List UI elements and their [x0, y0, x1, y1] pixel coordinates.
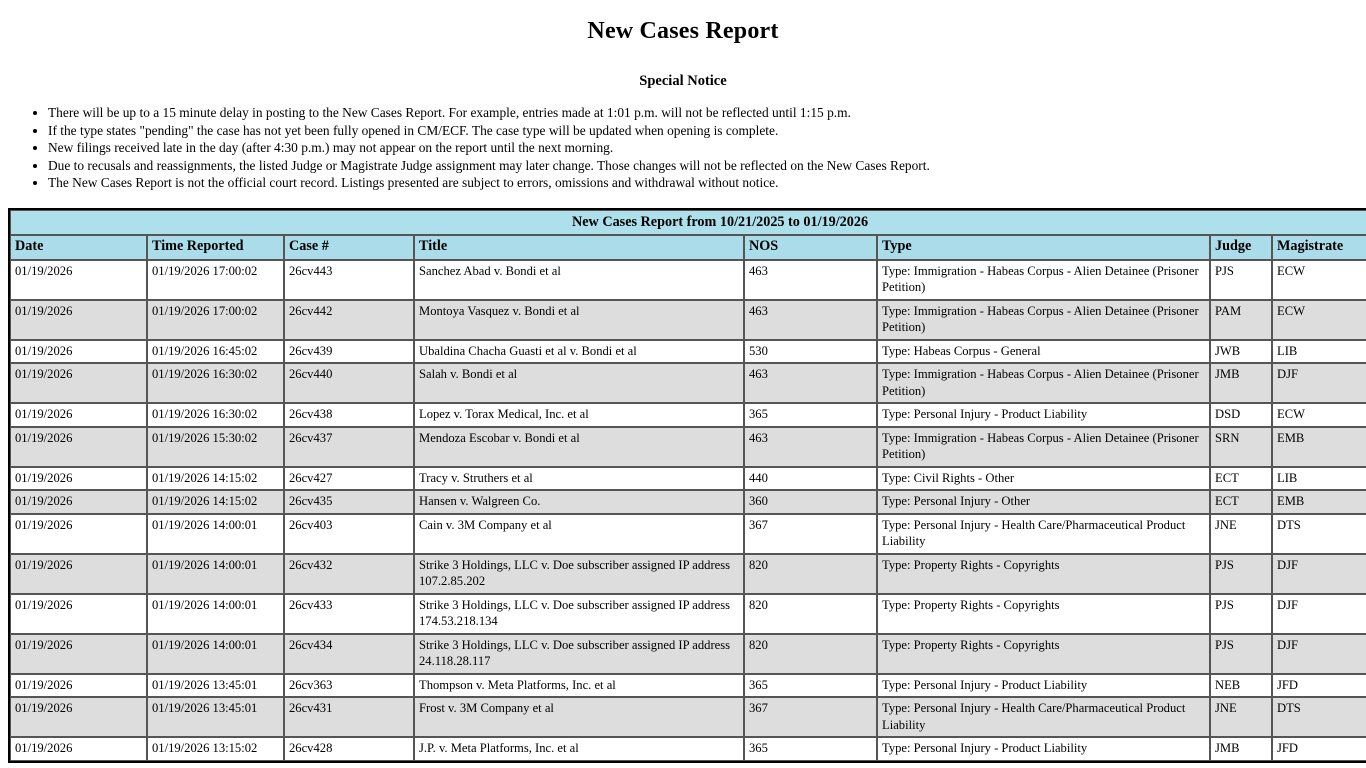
cell-time-reported: 01/19/2026 14:00:01 — [147, 514, 284, 554]
cell-title: Hansen v. Walgreen Co. — [414, 490, 744, 514]
table-caption-row — [10, 210, 1366, 236]
page-title: New Cases Report — [587, 18, 779, 44]
table-row — [10, 363, 1366, 403]
cell-time-reported: 01/19/2026 14:00:01 — [147, 594, 284, 634]
cell-time-reported: 01/19/2026 13:45:01 — [147, 674, 284, 698]
cell-magistrate: JFD — [1272, 674, 1366, 698]
cell-date: 01/19/2026 — [10, 300, 147, 340]
notice-item: • The New Cases Report is not the official court record. Listings presented are subject to errors, omissions and withdrawal without notice. — [48, 174, 1366, 192]
cell-judge: NEB — [1210, 674, 1272, 698]
cell-magistrate: LIB — [1272, 340, 1366, 364]
cell-title: Salah v. Bondi et al — [414, 363, 744, 403]
table-row — [10, 674, 1366, 698]
table-row — [10, 697, 1366, 737]
cell-magistrate: ECW — [1272, 260, 1366, 300]
cell-time-reported: 01/19/2026 17:00:02 — [147, 300, 284, 340]
new-cases-table — [8, 208, 1366, 763]
cell-title: Strike 3 Holdings, LLC v. Doe subscriber assigned IP address 107.2.85.202 — [414, 554, 744, 594]
cell-type: Type: Personal Injury - Product Liability — [877, 674, 1210, 698]
cell-nos: 367 — [744, 697, 877, 737]
cell-time-reported: 01/19/2026 14:00:01 — [147, 554, 284, 594]
cell-nos: 365 — [744, 737, 877, 761]
table-row — [10, 340, 1366, 364]
cell-nos: 463 — [744, 363, 877, 403]
table-row — [10, 403, 1366, 427]
cell-type: Type: Personal Injury - Health Care/Pharmaceutical Product Liability — [877, 697, 1210, 737]
cell-magistrate: ECW — [1272, 403, 1366, 427]
cell-nos: 360 — [744, 490, 877, 514]
cell-magistrate: DJF — [1272, 594, 1366, 634]
cell-case-number: 26cv433 — [284, 594, 414, 634]
table-header-row — [10, 235, 1366, 260]
table-row — [10, 300, 1366, 340]
cell-time-reported: 01/19/2026 16:30:02 — [147, 363, 284, 403]
cell-magistrate: DTS — [1272, 514, 1366, 554]
cell-date: 01/19/2026 — [10, 674, 147, 698]
column-header-date: Date — [10, 235, 147, 260]
cell-magistrate: DTS — [1272, 697, 1366, 737]
cell-date: 01/19/2026 — [10, 427, 147, 467]
cell-title: J.P. v. Meta Platforms, Inc. et al — [414, 737, 744, 761]
notice-item: • There will be up to a 15 minute delay in posting to the New Cases Report. For example, entries made at 1:01 p.m. will not be reflected until 1:15 p.m. — [48, 104, 1366, 122]
column-header-title: Title — [414, 235, 744, 260]
cell-title: Frost v. 3M Company et al — [414, 697, 744, 737]
cell-title: Sanchez Abad v. Bondi et al — [414, 260, 744, 300]
cell-type: Type: Habeas Corpus - General — [877, 340, 1210, 364]
cell-judge: ECT — [1210, 490, 1272, 514]
cell-title: Ubaldina Chacha Guasti et al v. Bondi et al — [414, 340, 744, 364]
cell-type: Type: Personal Injury - Product Liability — [877, 737, 1210, 761]
table-row — [10, 490, 1366, 514]
cell-case-number: 26cv434 — [284, 634, 414, 674]
cell-magistrate: LIB — [1272, 467, 1366, 491]
cell-type: Type: Personal Injury - Other — [877, 490, 1210, 514]
cell-case-number: 26cv428 — [284, 737, 414, 761]
cell-time-reported: 01/19/2026 13:15:02 — [147, 737, 284, 761]
cell-type: Type: Immigration - Habeas Corpus - Alien Detainee (Prisoner Petition) — [877, 363, 1210, 403]
table-row — [10, 514, 1366, 554]
table-caption: New Cases Report from 10/21/2025 to 01/19/2026 — [10, 210, 1366, 236]
cell-nos: 530 — [744, 340, 877, 364]
cell-case-number: 26cv403 — [284, 514, 414, 554]
cell-type: Type: Personal Injury - Product Liability — [877, 403, 1210, 427]
cell-case-number: 26cv439 — [284, 340, 414, 364]
cell-nos: 820 — [744, 594, 877, 634]
cell-nos: 820 — [744, 634, 877, 674]
cell-case-number: 26cv435 — [284, 490, 414, 514]
cell-type: Type: Property Rights - Copyrights — [877, 634, 1210, 674]
cell-magistrate: DJF — [1272, 363, 1366, 403]
cell-judge: DSD — [1210, 403, 1272, 427]
table-row — [10, 554, 1366, 594]
cell-title: Lopez v. Torax Medical, Inc. et al — [414, 403, 744, 427]
cell-time-reported: 01/19/2026 13:45:01 — [147, 697, 284, 737]
cell-type: Type: Personal Injury - Health Care/Pharmaceutical Product Liability — [877, 514, 1210, 554]
cell-date: 01/19/2026 — [10, 260, 147, 300]
cell-date: 01/19/2026 — [10, 363, 147, 403]
column-header-magistrate: Magistrate — [1272, 235, 1366, 260]
cell-magistrate: JFD — [1272, 737, 1366, 761]
table-row — [10, 737, 1366, 761]
cell-type: Type: Immigration - Habeas Corpus - Alien Detainee (Prisoner Petition) — [877, 427, 1210, 467]
table-body — [10, 260, 1366, 761]
table-row — [10, 260, 1366, 300]
cell-time-reported: 01/19/2026 17:00:02 — [147, 260, 284, 300]
cell-case-number: 26cv427 — [284, 467, 414, 491]
cell-case-number: 26cv432 — [284, 554, 414, 594]
notice-item: • Due to recusals and reassignments, the listed Judge or Magistrate Judge assignment may later change. Those changes will not be reflected on the New Cases Report. — [48, 157, 1366, 175]
cell-judge: JMB — [1210, 737, 1272, 761]
cell-title: Strike 3 Holdings, LLC v. Doe subscriber assigned IP address 174.53.218.134 — [414, 594, 744, 634]
cell-judge: JNE — [1210, 514, 1272, 554]
cell-type: Type: Property Rights - Copyrights — [877, 554, 1210, 594]
cell-judge: PJS — [1210, 260, 1272, 300]
cell-title: Mendoza Escobar v. Bondi et al — [414, 427, 744, 467]
cell-time-reported: 01/19/2026 16:45:02 — [147, 340, 284, 364]
cell-judge: ECT — [1210, 467, 1272, 491]
cell-judge: SRN — [1210, 427, 1272, 467]
column-header-type: Type — [877, 235, 1210, 260]
cell-case-number: 26cv363 — [284, 674, 414, 698]
cell-date: 01/19/2026 — [10, 737, 147, 761]
cell-date: 01/19/2026 — [10, 634, 147, 674]
cell-time-reported: 01/19/2026 16:30:02 — [147, 403, 284, 427]
table-row — [10, 594, 1366, 634]
notice-item: • New filings received late in the day (after 4:30 p.m.) may not appear on the report until the next morning. — [48, 139, 1366, 157]
cell-case-number: 26cv443 — [284, 260, 414, 300]
cell-nos: 463 — [744, 427, 877, 467]
cell-type: Type: Immigration - Habeas Corpus - Alien Detainee (Prisoner Petition) — [877, 260, 1210, 300]
table-row — [10, 634, 1366, 674]
table-row — [10, 467, 1366, 491]
cell-judge: JWB — [1210, 340, 1272, 364]
cell-date: 01/19/2026 — [10, 594, 147, 634]
cell-nos: 367 — [744, 514, 877, 554]
cell-time-reported: 01/19/2026 14:00:01 — [147, 634, 284, 674]
cell-magistrate: DJF — [1272, 554, 1366, 594]
cell-type: Type: Immigration - Habeas Corpus - Alien Detainee (Prisoner Petition) — [877, 300, 1210, 340]
cell-nos: 365 — [744, 674, 877, 698]
column-header-judge: Judge — [1210, 235, 1272, 260]
cell-nos: 463 — [744, 300, 877, 340]
cell-title: Thompson v. Meta Platforms, Inc. et al — [414, 674, 744, 698]
cell-date: 01/19/2026 — [10, 340, 147, 364]
cell-judge: PJS — [1210, 554, 1272, 594]
table-row — [10, 427, 1366, 467]
cell-case-number: 26cv431 — [284, 697, 414, 737]
cell-title: Tracy v. Struthers et al — [414, 467, 744, 491]
cell-type: Type: Civil Rights - Other — [877, 467, 1210, 491]
cell-type: Type: Property Rights - Copyrights — [877, 594, 1210, 634]
cell-nos: 365 — [744, 403, 877, 427]
cell-magistrate: EMB — [1272, 490, 1366, 514]
cell-date: 01/19/2026 — [10, 697, 147, 737]
special-notice-list — [0, 104, 1366, 192]
cell-case-number: 26cv437 — [284, 427, 414, 467]
column-header-case: Case # — [284, 235, 414, 260]
cell-time-reported: 01/19/2026 15:30:02 — [147, 427, 284, 467]
cell-date: 01/19/2026 — [10, 490, 147, 514]
cell-title: Montoya Vasquez v. Bondi et al — [414, 300, 744, 340]
cell-magistrate: ECW — [1272, 300, 1366, 340]
cell-title: Strike 3 Holdings, LLC v. Doe subscriber assigned IP address 24.118.28.117 — [414, 634, 744, 674]
cell-judge: PAM — [1210, 300, 1272, 340]
cell-case-number: 26cv438 — [284, 403, 414, 427]
column-header-nos: NOS — [744, 235, 877, 260]
cell-nos: 440 — [744, 467, 877, 491]
column-header-time-reported: Time Reported — [147, 235, 284, 260]
cell-case-number: 26cv442 — [284, 300, 414, 340]
cell-nos: 463 — [744, 260, 877, 300]
cell-date: 01/19/2026 — [10, 467, 147, 491]
cell-judge: PJS — [1210, 594, 1272, 634]
cases-table-container — [0, 208, 1366, 763]
cell-judge: PJS — [1210, 634, 1272, 674]
cell-date: 01/19/2026 — [10, 403, 147, 427]
cell-time-reported: 01/19/2026 14:15:02 — [147, 467, 284, 491]
notice-item: • If the type states "pending" the case has not yet been fully opened in CM/ECF. The case type will be updated when opening is complete. — [48, 122, 1366, 140]
cell-title: Cain v. 3M Company et al — [414, 514, 744, 554]
special-notice-heading: Special Notice — [639, 73, 727, 89]
cell-magistrate: DJF — [1272, 634, 1366, 674]
cell-judge: JNE — [1210, 697, 1272, 737]
cell-case-number: 26cv440 — [284, 363, 414, 403]
cell-judge: JMB — [1210, 363, 1272, 403]
cell-time-reported: 01/19/2026 14:15:02 — [147, 490, 284, 514]
cell-magistrate: EMB — [1272, 427, 1366, 467]
cell-nos: 820 — [744, 554, 877, 594]
cell-date: 01/19/2026 — [10, 554, 147, 594]
cell-date: 01/19/2026 — [10, 514, 147, 554]
